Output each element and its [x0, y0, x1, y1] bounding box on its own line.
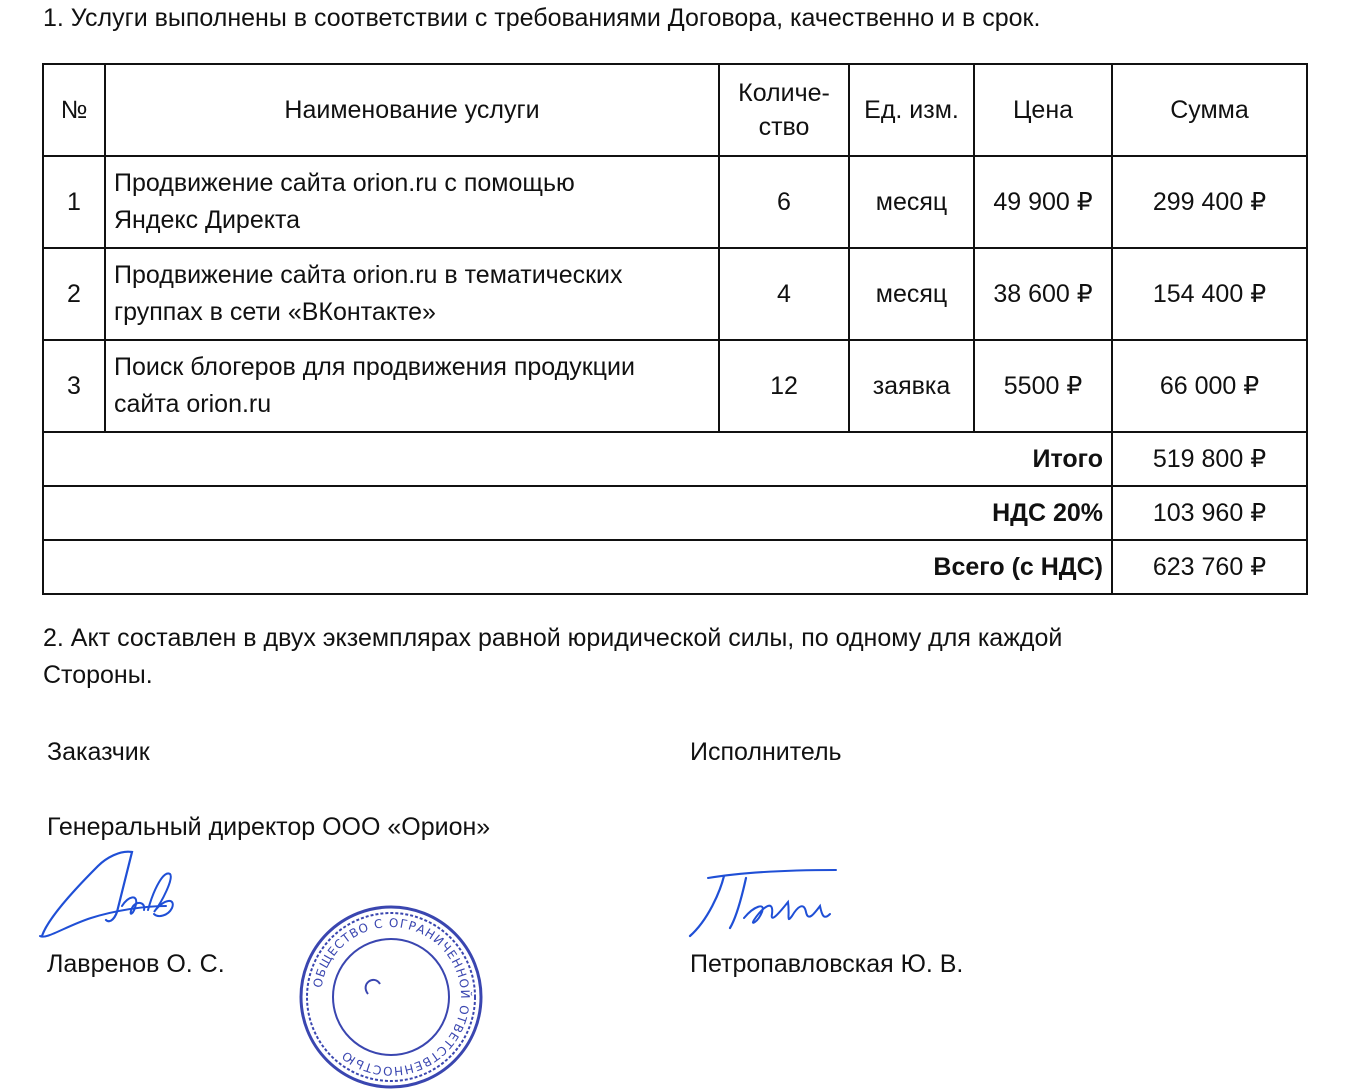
services-table: [42, 63, 1308, 595]
customer-name: Лавренов О. С.: [47, 950, 225, 978]
grand-total-row: [43, 540, 1307, 594]
row-sum: 154 400 ₽: [1112, 248, 1307, 340]
row-price: 49 900 ₽: [974, 156, 1112, 248]
table-row: [43, 156, 1307, 248]
header-qty-line2: ство: [758, 113, 810, 141]
paragraph-services-completed: 1. Услуги выполнены в соответствии с требованиями Договора, качественно и в срок.: [43, 4, 1041, 32]
row-num: 1: [43, 156, 105, 248]
row-qty: 12: [719, 340, 849, 432]
contractor-label: Исполнитель: [690, 738, 842, 766]
total-value: 519 800 ₽: [1112, 432, 1307, 486]
total-row: [43, 432, 1307, 486]
vat-label: НДС 20%: [43, 486, 1112, 540]
row-price: 38 600 ₽: [974, 248, 1112, 340]
header-sum: Сумма: [1112, 64, 1307, 156]
row-name-line1: Поиск блогеров для продвижения продукции: [114, 353, 635, 381]
row-name-line2: сайта orion.ru: [114, 390, 272, 418]
contractor-name: Петропавловская Ю. В.: [690, 950, 964, 978]
row-num: 2: [43, 248, 105, 340]
customer-position: Генеральный директор ООО «Орион»: [47, 813, 491, 841]
vat-value: 103 960 ₽: [1112, 486, 1307, 540]
row-name-line1: Продвижение сайта orion.ru с помощью: [114, 169, 575, 197]
header-price: Цена: [974, 64, 1112, 156]
vat-row: [43, 486, 1307, 540]
contractor-signature: [684, 862, 844, 942]
paragraph-act-copies-line2: Стороны.: [43, 661, 153, 689]
company-seal: [298, 904, 484, 1090]
header-unit: Ед. изм.: [849, 64, 974, 156]
row-name-line1: Продвижение сайта orion.ru в тематических: [114, 261, 623, 289]
row-unit: месяц: [849, 156, 974, 248]
paragraph-act-copies-line1: 2. Акт составлен в двух экземплярах равной юридической силы, по одному для каждой: [43, 624, 1063, 652]
header-qty-line1: Количе-: [738, 79, 830, 107]
customer-label: Заказчик: [47, 738, 150, 766]
header-name: Наименование услуги: [105, 64, 719, 156]
header-qty: [719, 64, 849, 156]
row-name-line2: группах в сети «ВКонтакте»: [114, 298, 436, 326]
row-num: 3: [43, 340, 105, 432]
table-row: [43, 340, 1307, 432]
seal-text: ОБЩЕСТВО С ОГРАНИЧЕННОЙ ОТВЕТСТВЕННОСТЬЮ: [310, 915, 473, 1079]
table-header-row: [43, 64, 1307, 156]
row-sum: 66 000 ₽: [1112, 340, 1307, 432]
grand-total-value: 623 760 ₽: [1112, 540, 1307, 594]
row-sum: 299 400 ₽: [1112, 156, 1307, 248]
grand-total-label: Всего (с НДС): [43, 540, 1112, 594]
header-num: №: [43, 64, 105, 156]
row-unit: месяц: [849, 248, 974, 340]
row-price: 5500 ₽: [974, 340, 1112, 432]
row-name-line2: Яндекс Директа: [114, 206, 301, 234]
customer-signature: [36, 848, 186, 943]
row-unit: заявка: [849, 340, 974, 432]
paragraph-act-copies: [43, 620, 1243, 694]
row-name: [105, 340, 719, 432]
table-row: [43, 248, 1307, 340]
row-name: [105, 248, 719, 340]
row-qty: 4: [719, 248, 849, 340]
total-label: Итого: [43, 432, 1112, 486]
row-name: [105, 156, 719, 248]
row-qty: 6: [719, 156, 849, 248]
